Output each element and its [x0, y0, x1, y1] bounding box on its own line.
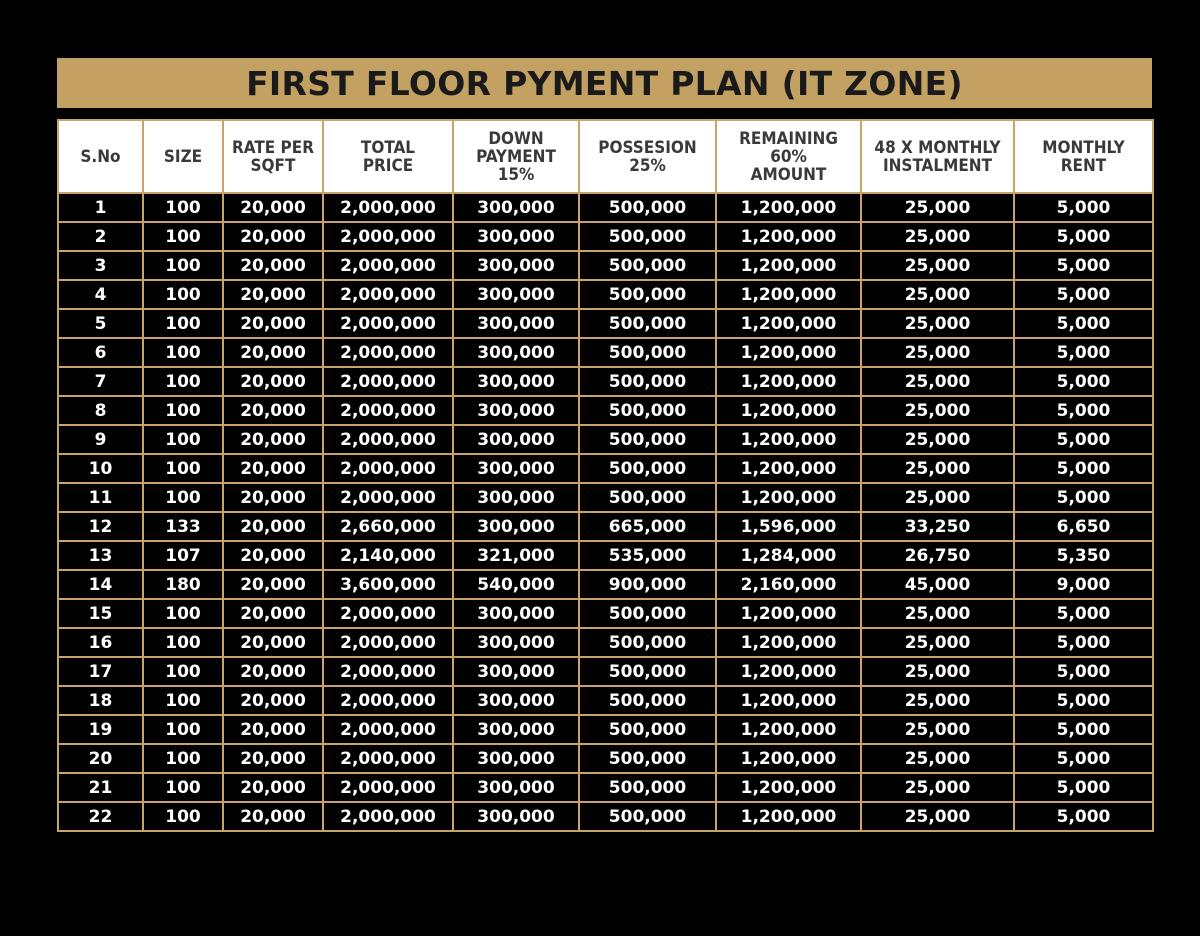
cell-sno: 19: [58, 715, 143, 744]
cell-rate: 20,000: [223, 309, 323, 338]
cell-rate: 20,000: [223, 396, 323, 425]
cell-size: 100: [143, 773, 223, 802]
cell-remaining: 2,160,000: [716, 570, 861, 599]
cell-remaining: 1,596,000: [716, 512, 861, 541]
cell-possesion: 500,000: [579, 280, 716, 309]
cell-sno: 4: [58, 280, 143, 309]
table-row: [58, 309, 1153, 338]
cell-rate: 20,000: [223, 657, 323, 686]
header-label-line: PAYMENT: [476, 146, 556, 167]
cell-sno: 21: [58, 773, 143, 802]
cell-possesion: 500,000: [579, 425, 716, 454]
table-row: [58, 744, 1153, 773]
cell-instalment: 25,000: [861, 686, 1014, 715]
table-row: [58, 686, 1153, 715]
cell-down-payment: 300,000: [453, 425, 579, 454]
cell-rent: 5,000: [1014, 425, 1153, 454]
cell-total-price: 2,000,000: [323, 280, 453, 309]
cell-sno: 13: [58, 541, 143, 570]
header-down-payment: [453, 120, 579, 193]
cell-possesion: 665,000: [579, 512, 716, 541]
cell-instalment: 26,750: [861, 541, 1014, 570]
table-row: [58, 541, 1153, 570]
cell-rent: 5,000: [1014, 802, 1153, 831]
header-label-line: POSSESION: [598, 137, 697, 158]
cell-rent: 5,000: [1014, 251, 1153, 280]
cell-total-price: 2,000,000: [323, 657, 453, 686]
cell-rent: 5,000: [1014, 454, 1153, 483]
header-label-line: 48 X MONTHLY: [874, 137, 1001, 158]
cell-rate: 20,000: [223, 222, 323, 251]
header-label-line: 15%: [497, 164, 535, 185]
cell-rate: 20,000: [223, 541, 323, 570]
cell-down-payment: 300,000: [453, 309, 579, 338]
cell-sno: 18: [58, 686, 143, 715]
table-body: [58, 193, 1153, 831]
cell-rent: 5,000: [1014, 222, 1153, 251]
cell-rent: 6,650: [1014, 512, 1153, 541]
table-row: [58, 570, 1153, 599]
table-row: [58, 396, 1153, 425]
table-row: [58, 512, 1153, 541]
header-label-line: PRICE: [362, 155, 414, 176]
header-label-line: TOTAL: [360, 137, 416, 158]
cell-rate: 20,000: [223, 251, 323, 280]
cell-rent: 5,000: [1014, 744, 1153, 773]
title-banner: [57, 58, 1152, 108]
cell-instalment: 25,000: [861, 338, 1014, 367]
cell-remaining: 1,200,000: [716, 599, 861, 628]
cell-sno: 17: [58, 657, 143, 686]
cell-sno: 5: [58, 309, 143, 338]
cell-instalment: 25,000: [861, 193, 1014, 222]
header-label-line: SQFT: [250, 155, 296, 176]
cell-total-price: 2,000,000: [323, 773, 453, 802]
header-row: [58, 120, 1153, 193]
cell-down-payment: 540,000: [453, 570, 579, 599]
cell-sno: 16: [58, 628, 143, 657]
cell-size: 100: [143, 657, 223, 686]
cell-total-price: 2,000,000: [323, 483, 453, 512]
cell-rate: 20,000: [223, 367, 323, 396]
cell-down-payment: 300,000: [453, 338, 579, 367]
cell-sno: 2: [58, 222, 143, 251]
cell-possesion: 500,000: [579, 193, 716, 222]
page-title: FIRST FLOOR PYMENT PLAN (IT ZONE): [246, 63, 963, 103]
cell-rent: 5,000: [1014, 193, 1153, 222]
cell-down-payment: 300,000: [453, 280, 579, 309]
cell-sno: 3: [58, 251, 143, 280]
cell-remaining: 1,200,000: [716, 454, 861, 483]
cell-size: 100: [143, 454, 223, 483]
header-label-line: DOWN: [488, 128, 544, 149]
cell-sno: 12: [58, 512, 143, 541]
cell-remaining: 1,200,000: [716, 280, 861, 309]
cell-instalment: 25,000: [861, 802, 1014, 831]
table-row: [58, 715, 1153, 744]
cell-instalment: 25,000: [861, 367, 1014, 396]
cell-down-payment: 300,000: [453, 657, 579, 686]
cell-rate: 20,000: [223, 744, 323, 773]
cell-rent: 5,000: [1014, 338, 1153, 367]
cell-instalment: 25,000: [861, 715, 1014, 744]
cell-instalment: 33,250: [861, 512, 1014, 541]
cell-possesion: 500,000: [579, 628, 716, 657]
cell-size: 100: [143, 309, 223, 338]
cell-rent: 5,000: [1014, 657, 1153, 686]
cell-size: 100: [143, 425, 223, 454]
payment-plan-table: [57, 119, 1154, 832]
table-row: [58, 222, 1153, 251]
cell-possesion: 500,000: [579, 367, 716, 396]
cell-rate: 20,000: [223, 193, 323, 222]
header-label-line: 60%: [770, 146, 807, 167]
cell-total-price: 2,140,000: [323, 541, 453, 570]
header-sno: [58, 120, 143, 193]
cell-size: 100: [143, 222, 223, 251]
cell-remaining: 1,200,000: [716, 628, 861, 657]
cell-instalment: 25,000: [861, 657, 1014, 686]
cell-instalment: 25,000: [861, 483, 1014, 512]
header-remaining-amount: [716, 120, 861, 193]
cell-rate: 20,000: [223, 570, 323, 599]
table-row: [58, 599, 1153, 628]
cell-rent: 5,000: [1014, 599, 1153, 628]
cell-sno: 1: [58, 193, 143, 222]
cell-total-price: 2,000,000: [323, 309, 453, 338]
cell-rent: 5,000: [1014, 686, 1153, 715]
cell-rent: 5,000: [1014, 309, 1153, 338]
cell-size: 100: [143, 599, 223, 628]
cell-instalment: 25,000: [861, 396, 1014, 425]
cell-sno: 7: [58, 367, 143, 396]
header-label-line: 25%: [629, 155, 666, 176]
header-rate-per-sqft: [223, 120, 323, 193]
header-label-line: SIZE: [163, 146, 203, 167]
cell-remaining: 1,200,000: [716, 715, 861, 744]
cell-possesion: 500,000: [579, 454, 716, 483]
cell-instalment: 25,000: [861, 773, 1014, 802]
cell-remaining: 1,200,000: [716, 338, 861, 367]
cell-remaining: 1,284,000: [716, 541, 861, 570]
cell-possesion: 500,000: [579, 309, 716, 338]
cell-down-payment: 300,000: [453, 512, 579, 541]
cell-size: 180: [143, 570, 223, 599]
cell-possesion: 500,000: [579, 802, 716, 831]
table-row: [58, 280, 1153, 309]
cell-total-price: 2,000,000: [323, 251, 453, 280]
cell-size: 100: [143, 338, 223, 367]
cell-possesion: 500,000: [579, 715, 716, 744]
cell-total-price: 2,000,000: [323, 744, 453, 773]
cell-size: 100: [143, 744, 223, 773]
cell-down-payment: 300,000: [453, 251, 579, 280]
cell-size: 100: [143, 396, 223, 425]
cell-down-payment: 300,000: [453, 367, 579, 396]
cell-sno: 22: [58, 802, 143, 831]
cell-instalment: 25,000: [861, 425, 1014, 454]
header-monthly-rent: [1014, 120, 1153, 193]
cell-rent: 5,350: [1014, 541, 1153, 570]
table-row: [58, 367, 1153, 396]
header-label-line: INSTALMENT: [882, 155, 993, 176]
table-header: [58, 120, 1153, 193]
cell-down-payment: 300,000: [453, 599, 579, 628]
cell-rate: 20,000: [223, 512, 323, 541]
cell-total-price: 2,000,000: [323, 715, 453, 744]
cell-down-payment: 300,000: [453, 628, 579, 657]
cell-down-payment: 300,000: [453, 773, 579, 802]
cell-possesion: 500,000: [579, 483, 716, 512]
cell-remaining: 1,200,000: [716, 773, 861, 802]
cell-possesion: 500,000: [579, 251, 716, 280]
cell-remaining: 1,200,000: [716, 744, 861, 773]
header-possesion: [579, 120, 716, 193]
cell-total-price: 2,000,000: [323, 367, 453, 396]
cell-down-payment: 300,000: [453, 222, 579, 251]
cell-rate: 20,000: [223, 454, 323, 483]
cell-down-payment: 300,000: [453, 193, 579, 222]
cell-instalment: 25,000: [861, 599, 1014, 628]
cell-remaining: 1,200,000: [716, 193, 861, 222]
cell-instalment: 25,000: [861, 744, 1014, 773]
cell-size: 100: [143, 251, 223, 280]
cell-rent: 5,000: [1014, 483, 1153, 512]
cell-instalment: 25,000: [861, 251, 1014, 280]
cell-possesion: 500,000: [579, 744, 716, 773]
cell-instalment: 25,000: [861, 309, 1014, 338]
cell-possesion: 500,000: [579, 657, 716, 686]
cell-rent: 5,000: [1014, 280, 1153, 309]
table-row: [58, 454, 1153, 483]
cell-possesion: 900,000: [579, 570, 716, 599]
cell-instalment: 25,000: [861, 454, 1014, 483]
cell-possesion: 500,000: [579, 599, 716, 628]
cell-instalment: 25,000: [861, 222, 1014, 251]
cell-size: 100: [143, 628, 223, 657]
table-row: [58, 628, 1153, 657]
cell-size: 133: [143, 512, 223, 541]
cell-rate: 20,000: [223, 686, 323, 715]
cell-possesion: 500,000: [579, 338, 716, 367]
cell-rate: 20,000: [223, 280, 323, 309]
cell-remaining: 1,200,000: [716, 802, 861, 831]
cell-rent: 5,000: [1014, 367, 1153, 396]
cell-size: 100: [143, 483, 223, 512]
cell-down-payment: 300,000: [453, 454, 579, 483]
cell-sno: 10: [58, 454, 143, 483]
cell-total-price: 2,000,000: [323, 454, 453, 483]
cell-sno: 15: [58, 599, 143, 628]
cell-size: 100: [143, 715, 223, 744]
cell-rate: 20,000: [223, 628, 323, 657]
cell-total-price: 2,000,000: [323, 686, 453, 715]
cell-rent: 5,000: [1014, 628, 1153, 657]
cell-possesion: 500,000: [579, 686, 716, 715]
cell-total-price: 3,600,000: [323, 570, 453, 599]
cell-rent: 5,000: [1014, 715, 1153, 744]
cell-total-price: 2,000,000: [323, 628, 453, 657]
cell-sno: 14: [58, 570, 143, 599]
table-row: [58, 802, 1153, 831]
header-label-line: AMOUNT: [750, 164, 827, 185]
header-size: [143, 120, 223, 193]
header-total-price: [323, 120, 453, 193]
header-label-line: RENT: [1060, 155, 1107, 176]
cell-possesion: 535,000: [579, 541, 716, 570]
header-label-line: MONTHLY: [1042, 137, 1125, 158]
cell-remaining: 1,200,000: [716, 425, 861, 454]
header-label-line: S.No: [80, 146, 121, 167]
cell-remaining: 1,200,000: [716, 367, 861, 396]
cell-remaining: 1,200,000: [716, 251, 861, 280]
cell-remaining: 1,200,000: [716, 309, 861, 338]
cell-rate: 20,000: [223, 425, 323, 454]
cell-rent: 5,000: [1014, 396, 1153, 425]
cell-rent: 5,000: [1014, 773, 1153, 802]
cell-size: 107: [143, 541, 223, 570]
cell-rate: 20,000: [223, 599, 323, 628]
cell-total-price: 2,000,000: [323, 802, 453, 831]
table-row: [58, 251, 1153, 280]
cell-remaining: 1,200,000: [716, 222, 861, 251]
cell-total-price: 2,000,000: [323, 425, 453, 454]
cell-possesion: 500,000: [579, 222, 716, 251]
cell-down-payment: 300,000: [453, 483, 579, 512]
cell-instalment: 25,000: [861, 628, 1014, 657]
table-row: [58, 425, 1153, 454]
table-row: [58, 338, 1153, 367]
cell-total-price: 2,000,000: [323, 396, 453, 425]
cell-sno: 8: [58, 396, 143, 425]
cell-rate: 20,000: [223, 773, 323, 802]
cell-total-price: 2,000,000: [323, 338, 453, 367]
cell-remaining: 1,200,000: [716, 483, 861, 512]
cell-down-payment: 300,000: [453, 715, 579, 744]
payment-plan-table-container: [57, 119, 1152, 832]
cell-rate: 20,000: [223, 802, 323, 831]
cell-down-payment: 300,000: [453, 744, 579, 773]
table-row: [58, 483, 1153, 512]
cell-sno: 9: [58, 425, 143, 454]
cell-rate: 20,000: [223, 715, 323, 744]
cell-possesion: 500,000: [579, 773, 716, 802]
cell-rate: 20,000: [223, 338, 323, 367]
cell-sno: 6: [58, 338, 143, 367]
cell-sno: 11: [58, 483, 143, 512]
cell-instalment: 25,000: [861, 280, 1014, 309]
cell-total-price: 2,660,000: [323, 512, 453, 541]
cell-size: 100: [143, 686, 223, 715]
table-row: [58, 193, 1153, 222]
table-row: [58, 773, 1153, 802]
cell-down-payment: 300,000: [453, 686, 579, 715]
header-monthly-instalment: [861, 120, 1014, 193]
table-row: [58, 657, 1153, 686]
cell-total-price: 2,000,000: [323, 599, 453, 628]
cell-instalment: 45,000: [861, 570, 1014, 599]
cell-down-payment: 300,000: [453, 396, 579, 425]
cell-rate: 20,000: [223, 483, 323, 512]
header-label-line: REMAINING: [739, 128, 838, 149]
cell-down-payment: 300,000: [453, 802, 579, 831]
cell-size: 100: [143, 367, 223, 396]
cell-sno: 20: [58, 744, 143, 773]
cell-down-payment: 321,000: [453, 541, 579, 570]
header-label-line: RATE PER: [232, 137, 314, 158]
cell-total-price: 2,000,000: [323, 222, 453, 251]
cell-size: 100: [143, 193, 223, 222]
cell-remaining: 1,200,000: [716, 396, 861, 425]
cell-rent: 9,000: [1014, 570, 1153, 599]
cell-possesion: 500,000: [579, 396, 716, 425]
cell-remaining: 1,200,000: [716, 686, 861, 715]
cell-total-price: 2,000,000: [323, 193, 453, 222]
cell-remaining: 1,200,000: [716, 657, 861, 686]
cell-size: 100: [143, 280, 223, 309]
cell-size: 100: [143, 802, 223, 831]
